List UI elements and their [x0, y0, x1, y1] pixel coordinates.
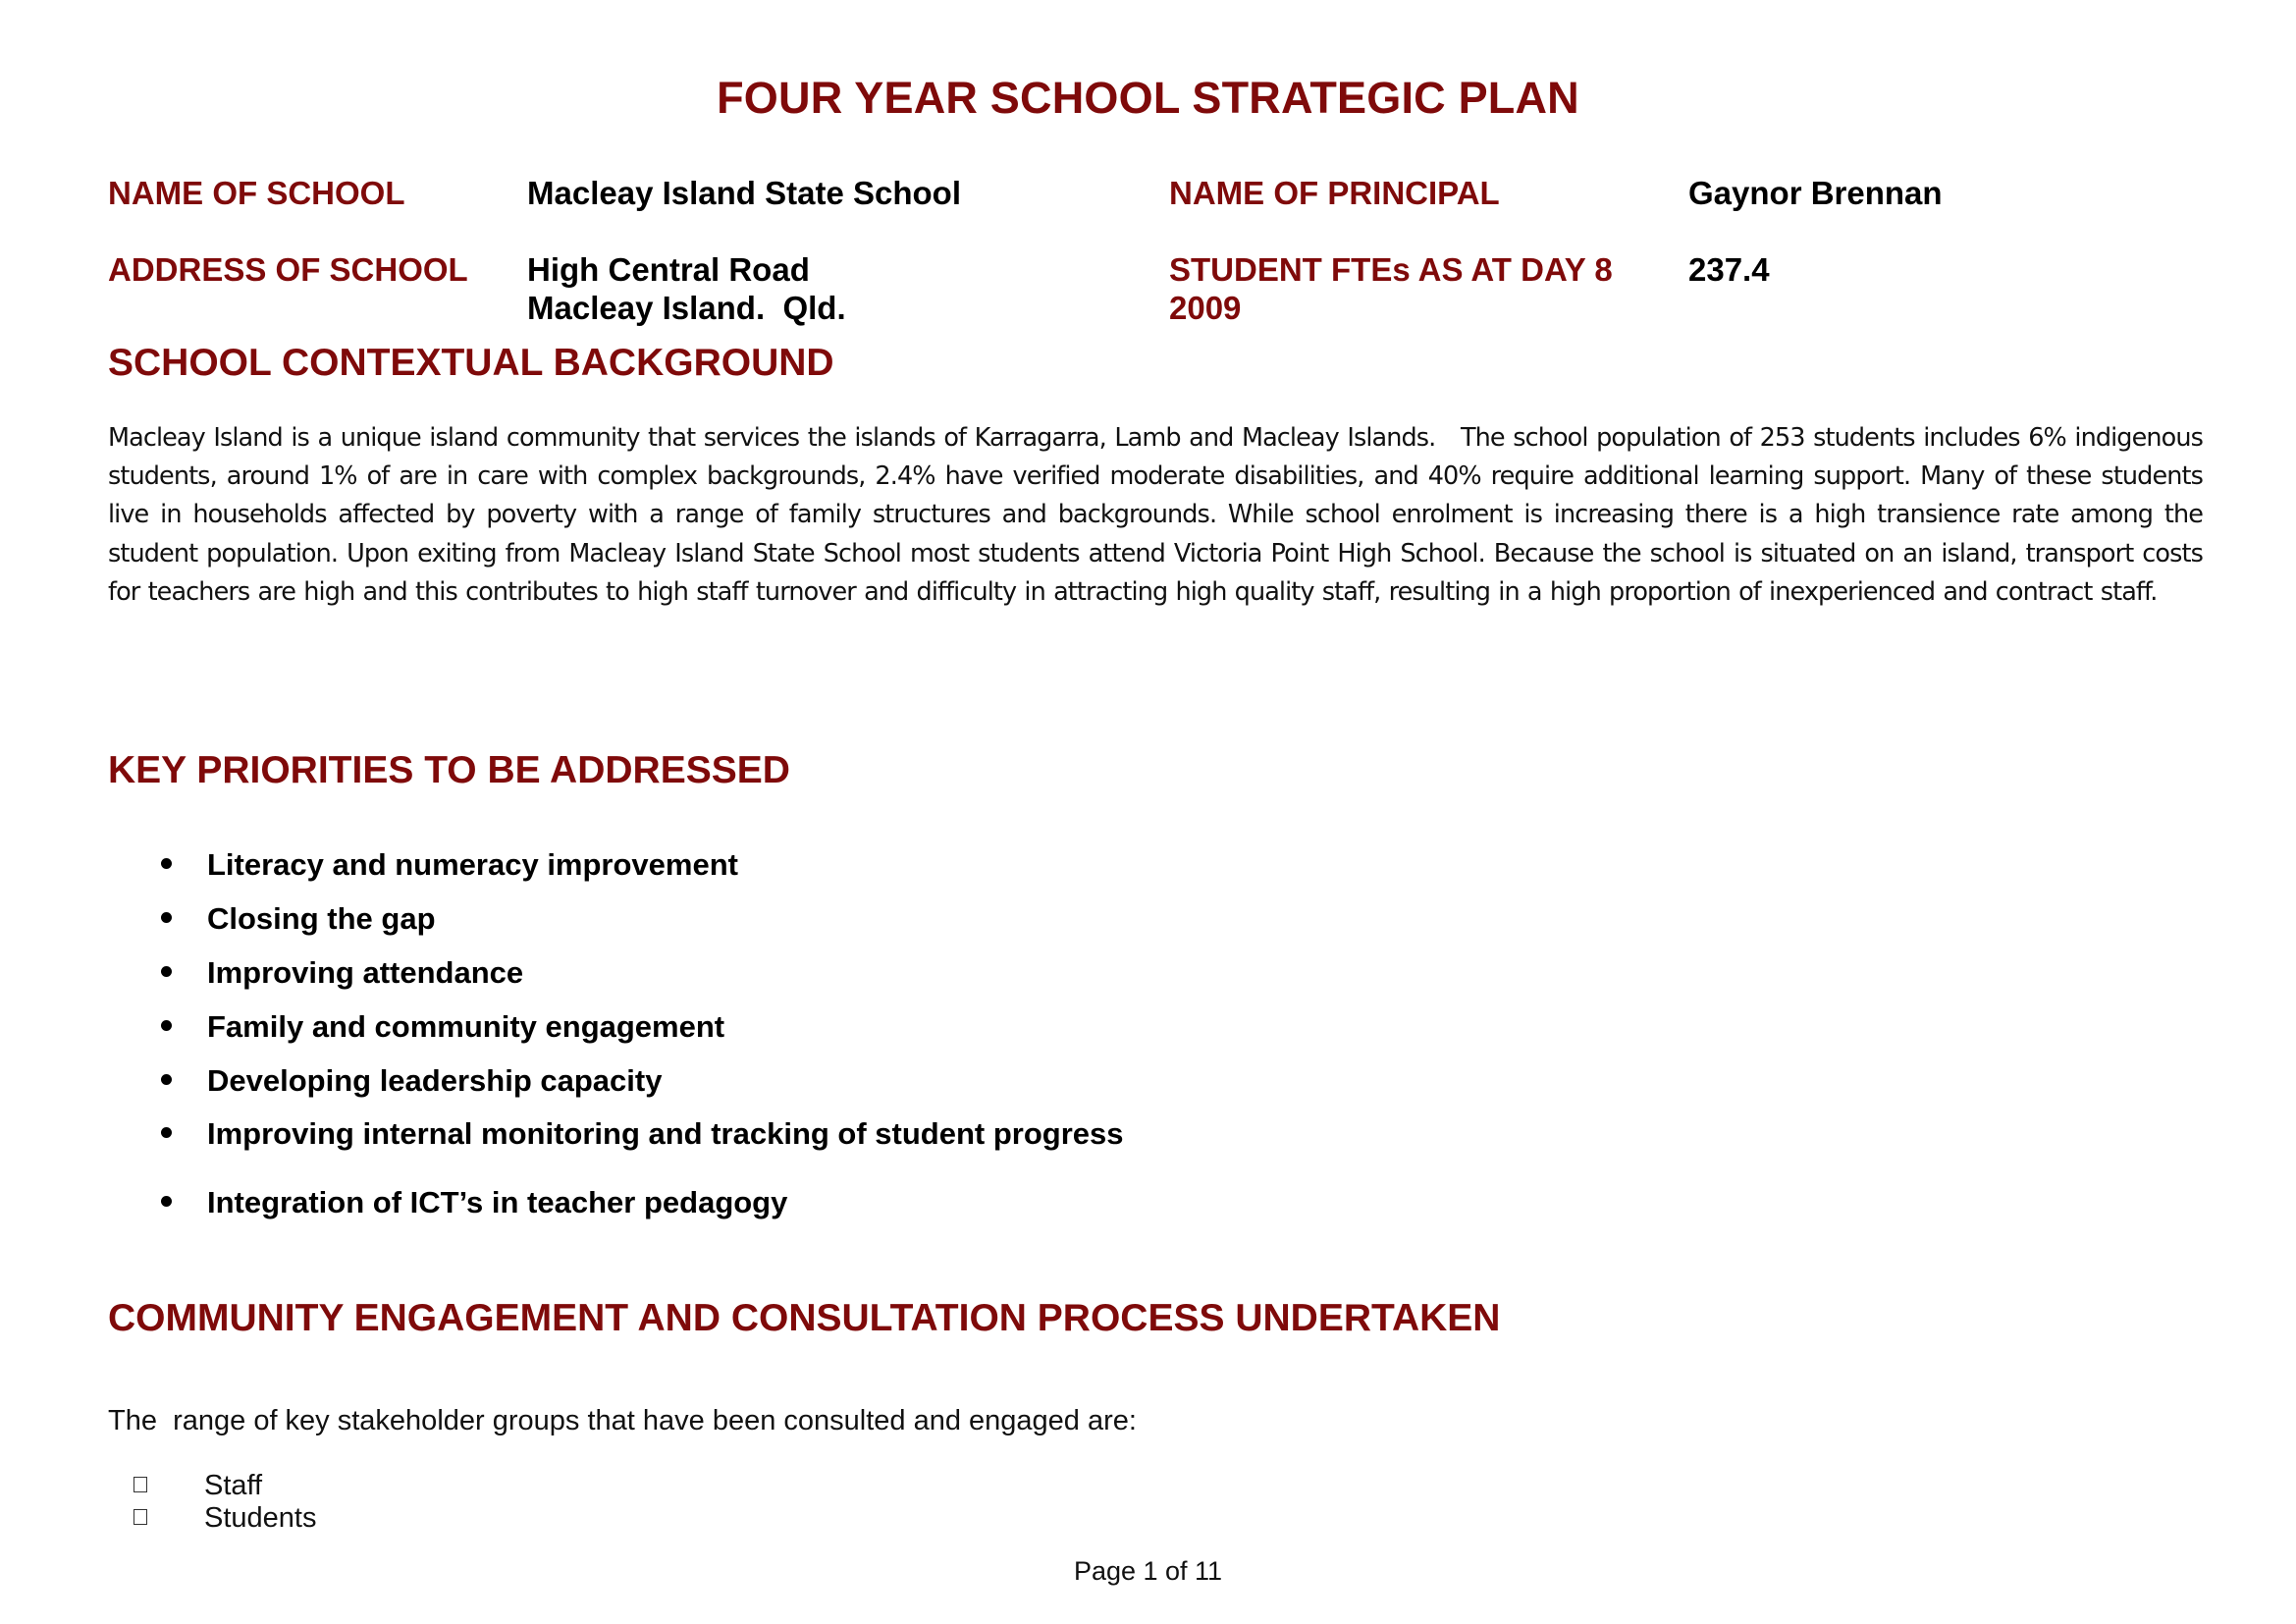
stakeholder-label: Students — [204, 1502, 317, 1534]
address-line-1: High Central Road — [527, 251, 810, 288]
stakeholder-item — [133, 1470, 262, 1502]
bullet-icon — [161, 1127, 172, 1138]
priority-label: Integration of ICT’s in teacher pedagogy — [207, 1185, 788, 1219]
priority-label: Improving internal monitoring and tracking of student progress — [207, 1116, 1124, 1151]
priority-item — [157, 955, 523, 991]
school-name-value: Macleay Island State School — [527, 175, 961, 211]
bullet-icon — [161, 1074, 172, 1085]
engagement-heading: COMMUNITY ENGAGEMENT AND CONSULTATION PROCESS UNDERTAKEN — [108, 1297, 1501, 1339]
bullet-icon — [161, 858, 172, 869]
principal-value: Gaynor Brennan — [1688, 175, 1943, 211]
stakeholder-label: Staff — [204, 1470, 263, 1501]
priority-label: Improving attendance — [207, 955, 524, 990]
document-title: FOUR YEAR SCHOOL STRATEGIC PLAN — [717, 73, 1579, 123]
school-name-label: NAME OF SCHOOL — [108, 175, 405, 211]
priority-item — [157, 1116, 1124, 1152]
priority-item — [157, 1009, 724, 1045]
checkbox-icon — [133, 1477, 147, 1492]
bullet-icon — [161, 1196, 172, 1207]
address-label: ADDRESS OF SCHOOL — [108, 251, 468, 288]
priority-label: Developing leadership capacity — [207, 1063, 663, 1098]
address-line-2: Macleay Island. Qld. — [527, 290, 846, 326]
bullet-icon — [161, 912, 172, 923]
priority-label: Literacy and numeracy improvement — [207, 847, 738, 882]
context-paragraph: Macleay Island is a unique island community that services the islands of Karragarra, Lamb and Macleay Islands. The school population of 253 students includes 6% indigenous students, around 1% of are in care with complex backgrounds, 2.4% have verified moderate disabilities, and 40% require additional learning support. Many of these students live in households affected by poverty with a range of family structures and backgrounds. While school enrolment is increasing there is a high transience rate among the student population. Upon exiting from Macleay Island State School most students attend Victoria Point High School. Because the school is situated on an island, transport costs for teachers are high and this contributes to high staff turnover and difficulty in attracting high quality staff, resulting in a high proportion of inexperienced and contract staff. — [108, 423, 2212, 607]
priority-label: Closing the gap — [207, 901, 436, 936]
bullet-icon — [161, 966, 172, 977]
priority-item — [157, 847, 738, 883]
page-number: Page 1 of 11 — [1073, 1556, 1223, 1586]
bullet-icon — [161, 1020, 172, 1031]
engagement-intro: The range of key stakeholder groups that have been consulted and engaged are: — [108, 1405, 1137, 1436]
principal-label: NAME OF PRINCIPAL — [1169, 175, 1500, 211]
fte-value: 237.4 — [1688, 251, 1770, 288]
fte-label-line-1: STUDENT FTEs AS AT DAY 8 — [1169, 251, 1613, 288]
context-heading: SCHOOL CONTEXTUAL BACKGROUND — [108, 342, 834, 384]
priority-label: Family and community engagement — [207, 1009, 725, 1044]
checkbox-icon — [133, 1509, 147, 1525]
fte-label-line-2: 2009 — [1169, 290, 1242, 326]
priorities-heading: KEY PRIORITIES TO BE ADDRESSED — [108, 749, 790, 791]
priority-item — [157, 1063, 662, 1099]
stakeholder-item — [133, 1502, 316, 1535]
priority-item — [157, 901, 436, 937]
priority-item — [157, 1185, 787, 1220]
